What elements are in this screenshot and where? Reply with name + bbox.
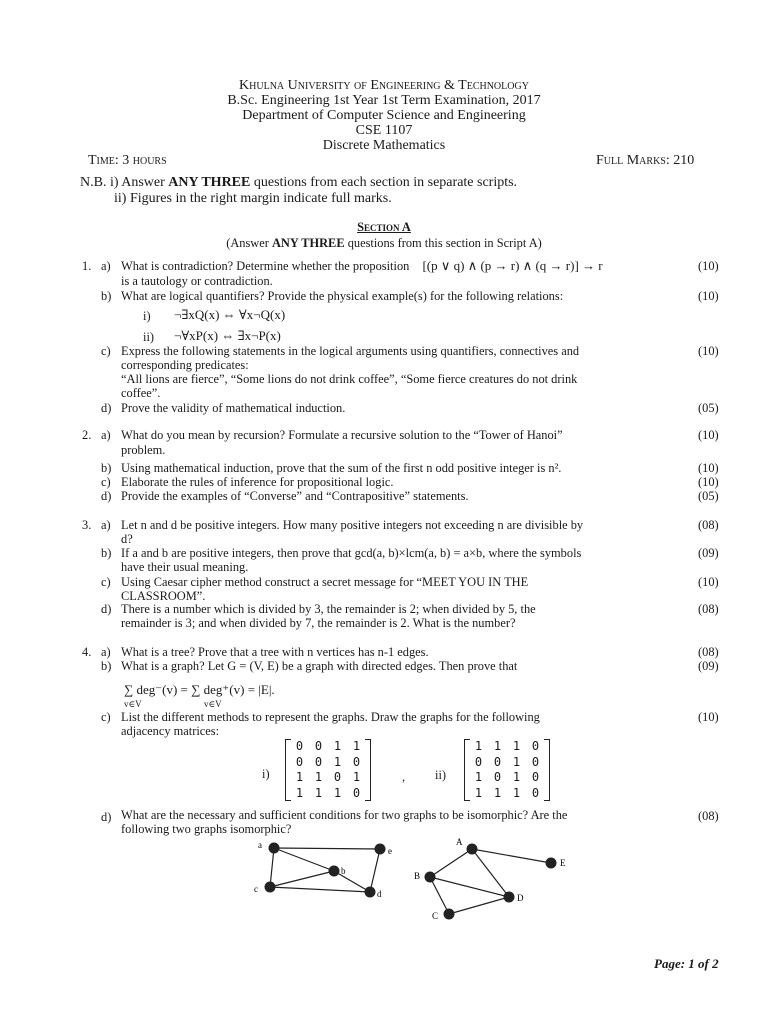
q1a-text: What is contradiction? Determine whether the proposition [(p ∨ q) ∧ (p → r) ∧ (q → r)] → r (121, 258, 603, 273)
q1d-marks: (05) (698, 401, 719, 415)
q1d-label: d) (101, 401, 112, 415)
q1c-text2: corresponding predicates: (121, 358, 249, 372)
full-marks: Full Marks: 210 (596, 153, 695, 168)
matrix1-cell: 1 (352, 739, 361, 753)
q3b-marks: (09) (698, 546, 719, 560)
matrix2-cell: 1 (493, 739, 502, 753)
section-instruction: (Answer ANY THREE questions from this section in Script A) (226, 236, 542, 250)
matrix1-cell: 0 (295, 754, 304, 769)
q2c-text: Elaborate the rules of inference for propositional logic. (121, 475, 394, 489)
q3d-marks: (08) (698, 602, 719, 616)
graph1-label-e: e (388, 846, 392, 856)
graph2-node-C (444, 909, 455, 920)
adjacency-matrix-1 (290, 739, 366, 801)
matrix1-cell: 0 (352, 754, 361, 769)
matrix1-row (290, 770, 366, 786)
q2d-text: Provide the examples of “Converse” and “Contrapositive” statements. (121, 489, 469, 503)
q3c-label: c) (101, 575, 111, 589)
matrix1-cell: 1 (314, 770, 323, 784)
graph1-node-d (365, 887, 376, 898)
matrix2-cell: 1 (512, 770, 521, 784)
q1b-i-formula: ¬∃xQ(x) ⇔ ∀x¬Q(x) (174, 307, 286, 322)
matrix1-cell: 0 (295, 739, 304, 753)
graph1-node-b (329, 866, 340, 877)
q2d-label: d) (101, 489, 112, 503)
q1c-text1: Express the following statements in the logical arguments using quantifiers, connectives and (121, 344, 580, 358)
q3-number: 3. (82, 518, 92, 532)
q3c-marks: (10) (698, 575, 719, 589)
graph2-label-E: E (560, 858, 566, 868)
note-2: ii) Figures in the right margin indicate full marks. (114, 191, 392, 206)
q4c-label: c) (101, 710, 111, 724)
matrix2-cell: 0 (493, 770, 502, 784)
q3d-label: d) (101, 602, 112, 616)
q3d-text2: remainder is 3; and when divided by 7, the remainder is 2. What is the number? (121, 616, 516, 630)
matrix1-cell: 1 (314, 785, 323, 800)
matrix2-cell: 1 (474, 785, 483, 800)
q3a-text1: Let n and d be positive integers. How many positive integers not exceeding n are divisible by (121, 518, 584, 532)
q4c-text1: List the different methods to represent the graphs. Draw the graphs for the following (121, 710, 540, 724)
q3b-label: b) (101, 546, 112, 560)
q1a-formula: [(p ∨ q) ∧ (p → r) ∧ (q → r)] → r (422, 258, 603, 273)
graph2-node-B (425, 872, 436, 883)
q1c-text3: “All lions are fierce”, “Some lions do not drink coffee”, “Some fierce creatures do not drink (121, 372, 578, 386)
graph1-node-c (265, 882, 276, 893)
q4c-marks: (10) (698, 710, 719, 724)
q2b-marks: (10) (698, 461, 719, 475)
q4a-label: a) (101, 645, 111, 659)
q3b-text2: have their usual meaning. (121, 560, 249, 574)
matrix2-cell: 0 (531, 785, 540, 800)
graph2-label-B: B (414, 871, 421, 881)
q1d-text: Prove the validity of mathematical induction. (121, 401, 346, 415)
graph1-node-e (375, 844, 386, 855)
matrix2-cell: 0 (493, 754, 502, 769)
q4a-text: What is a tree? Prove that a tree with n vertices has n-1 edges. (121, 645, 429, 659)
matrix2-cell: 1 (512, 739, 521, 753)
q1b-marks: (10) (698, 289, 719, 303)
q3a-marks: (08) (698, 518, 719, 532)
exam-title: B.Sc. Engineering 1st Year 1st Term Examination, 2017 (227, 93, 541, 108)
q4d-text1: What are the necessary and sufficient conditions for two graphs to be isomorphic? Are the (121, 808, 568, 822)
q1a-text2: is a tautology or contradiction. (121, 274, 273, 288)
matrix1-cell: 0 (352, 785, 361, 800)
q4c-comma: , (402, 770, 406, 784)
q4-number: 4. (82, 645, 92, 659)
q2b-label: b) (101, 461, 112, 475)
matrix2-cell: 1 (512, 754, 521, 769)
graph2-node-D (504, 892, 515, 903)
graph2-label-D: D (517, 893, 524, 903)
exam-time: Time: 3 hours (88, 153, 167, 168)
graph2-node-E (546, 858, 557, 869)
q1c-text4: coffee”. (121, 386, 161, 400)
q4b-text: What is a graph? Let G = (V, E) be a graph with directed edges. Then prove that (121, 659, 518, 673)
q1b-ii-label: ii) (143, 330, 155, 344)
q2d-marks: (05) (698, 489, 719, 503)
q1-number: 1. (82, 259, 92, 273)
graph-2 (414, 837, 566, 921)
q4b-sub2: v∈V (204, 699, 222, 709)
q2b-text: Using mathematical induction, prove that the sum of the first n odd positive integer is n². (121, 461, 562, 475)
isomorphism-graphs (240, 832, 580, 922)
q3d-text1: There is a number which is divided by 3, the remainder is 2; when divided by 5, the (121, 602, 536, 616)
matrix1-row (290, 739, 366, 755)
q4d-text2: following two graphs isomorphic? (121, 822, 292, 836)
matrix1-cell: 1 (333, 754, 342, 769)
q3a-label: a) (101, 518, 111, 532)
q2a-marks: (10) (698, 428, 719, 442)
matrix1-cell: 0 (314, 739, 323, 753)
q2c-label: c) (101, 475, 111, 489)
matrix2-cell: 1 (474, 770, 483, 784)
matrix1-row (290, 786, 366, 802)
q1b-text: What are logical quantifiers? Provide the physical example(s) for the following relations: (121, 289, 564, 303)
q4b-formula: ∑ deg⁻(v) = ∑ deg⁺(v) = |E|. (124, 682, 275, 697)
matrix2-row (469, 755, 545, 771)
graph2-label-A: A (456, 837, 463, 847)
department-name: Department of Computer Science and Engineering (242, 108, 526, 123)
university-name: Khulna University of Engineering & Technology (239, 78, 529, 93)
q1a-marks: (10) (698, 259, 719, 273)
q4d-marks: (08) (698, 809, 719, 823)
matrix1-cell: 1 (352, 770, 361, 784)
q2a-label: a) (101, 428, 111, 442)
q2a-text2: problem. (121, 443, 166, 457)
q4b-sub1: v∈V (124, 699, 142, 709)
matrix2-cell: 0 (531, 770, 540, 784)
q2a-text1: What do you mean by recursion? Formulate a recursive solution to the “Tower of Hanoi” (121, 428, 563, 442)
graph1-label-b: b (341, 866, 346, 876)
matrix2-cell: 1 (493, 785, 502, 800)
q4a-marks: (08) (698, 645, 719, 659)
graph1-label-d: d (377, 889, 382, 899)
q4d-label: d) (101, 810, 112, 824)
matrix1-cell: 1 (295, 785, 304, 800)
matrix1-cell: 0 (314, 754, 323, 769)
q2c-marks: (10) (698, 475, 719, 489)
q4b-label: b) (101, 659, 112, 673)
graph1-label-a: a (258, 840, 262, 850)
matrix2-cell: 1 (474, 739, 483, 753)
graph2-label-C: C (432, 911, 439, 921)
matrix2-cell: 0 (531, 739, 540, 753)
q1c-marks: (10) (698, 344, 719, 358)
q4b-marks: (09) (698, 659, 719, 673)
q1b-ii-formula: ¬∀xP(x) ⇔ ∃x¬P(x) (174, 328, 281, 343)
matrix2-cell: 0 (531, 754, 540, 769)
q3c-text2: CLASSROOM”. (121, 589, 206, 603)
graph2-node-A (467, 844, 478, 855)
q4c-ii-label: ii) (435, 768, 447, 782)
matrix2-row (469, 739, 545, 755)
matrix1-cell: 1 (333, 739, 342, 753)
q1b-label: b) (101, 289, 112, 303)
matrix2-cell: 1 (512, 785, 521, 800)
matrix2-row (469, 786, 545, 802)
q3b-text1: If a and b are positive integers, then prove that gcd(a, b)×lcm(a, b) = a×b, where the symbols (121, 546, 582, 560)
course-code: CSE 1107 (355, 123, 413, 138)
graph-1 (254, 840, 392, 899)
q1a-label: a) (101, 259, 111, 273)
q1b-i-label: i) (143, 309, 151, 323)
section-title: Section A (357, 220, 411, 234)
graph1-node-a (269, 843, 280, 854)
matrix1-cell: 1 (333, 785, 342, 800)
matrix1-cell: 1 (295, 770, 304, 784)
graph1-label-c: c (254, 884, 258, 894)
q2-number: 2. (82, 428, 92, 442)
note-1: N.B. i) Answer ANY THREE questions from each section in separate scripts. (80, 175, 518, 190)
course-title: Discrete Mathematics (322, 138, 446, 153)
adjacency-matrix-2 (469, 739, 545, 801)
page-number: Page: 1 of 2 (654, 956, 719, 971)
q1c-label: c) (101, 344, 111, 358)
q4c-i-label: i) (262, 767, 270, 781)
matrix2-row (469, 770, 545, 786)
q3c-text1: Using Caesar cipher method construct a secret message for “MEET YOU IN THE (121, 575, 529, 589)
q3a-text2: d? (121, 532, 133, 546)
matrix1-row (290, 755, 366, 771)
q4c-text2: adjacency matrices: (121, 724, 220, 738)
matrix2-cell: 0 (474, 754, 483, 769)
matrix1-cell: 0 (333, 770, 342, 784)
